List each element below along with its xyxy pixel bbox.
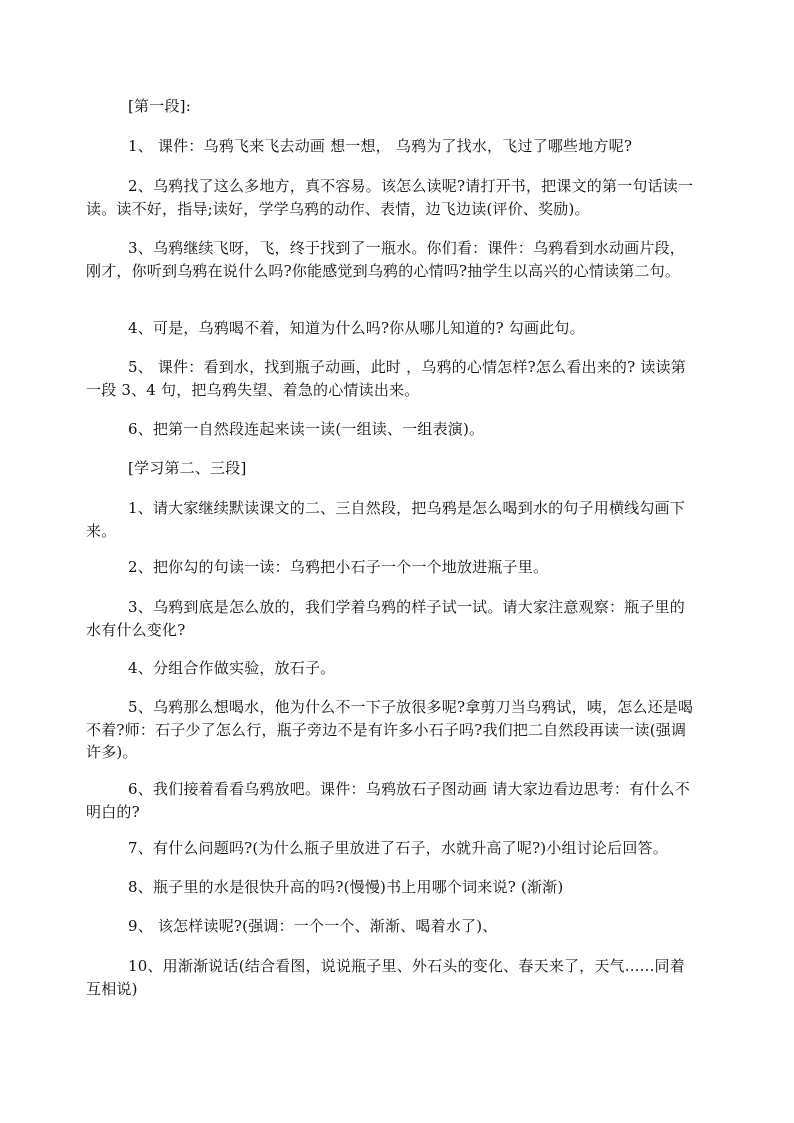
paragraph-2-5: 5、乌鸦那么想喝水，他为什么不一下子放很多呢?拿剪刀当乌鸦试，咦，怎么还是喝不着?师：石子少了怎么行，瓶子旁边不是有许多小石子吗?我们把二自然段再读一读(强调许多)。: [86, 698, 694, 761]
paragraph-2-8: 8、瓶子里的水是很快升高的吗?(慢慢)书上用哪个词来说? (渐渐): [128, 878, 564, 896]
paragraph-1-2: 2、乌鸦找了这么多地方，真不容易。该怎么读呢?请打开书，把课文的第一句话读一读。读不好，指导;读好，学学乌鸦的动作、表情，边飞边读(评价、奖励)。: [86, 177, 694, 218]
paragraph-1-3: 3、乌鸦继续飞呀，飞，终于找到了一瓶水。你们看：课件：乌鸦看到水动画片段，刚才，你听到乌鸦在说什么吗?你能感觉到乌鸦的心情吗?抽学生以高兴的心情读第二句。: [86, 239, 685, 280]
paragraph-2-6: 6、我们接着看看乌鸦放吧。课件：乌鸦放石子图动画 请大家边看边思考：有什么不明白的?: [86, 780, 690, 821]
section-heading-2: [学习第二、三段]: [128, 459, 247, 477]
paragraph-2-2: 2、把你勾的句读一读：乌鸦把小石子一个一个地放进瓶子里。: [128, 558, 549, 576]
paragraph-2-1: 1、请大家继续默读课文的二、三自然段，把乌鸦是怎么喝到水的句子用横线勾画下来。: [86, 499, 685, 540]
paragraph-1-1: 1、 课件：乌鸦飞来飞去动画 想一想， 乌鸦为了找水，飞过了哪些地方呢?: [128, 137, 633, 155]
section-heading-1: [第一段]:: [128, 97, 191, 115]
paragraph-1-6: 6、把第一自然段连起来读一读(一组读、一组表演)。: [128, 420, 485, 438]
paragraph-2-7: 7、有什么问题吗?(为什么瓶子里放进了石子，水就升高了呢?)小组讨论后回答。: [128, 839, 668, 857]
paragraph-1-4: 4、可是，乌鸦喝不着，知道为什么吗?你从哪儿知道的? 勾画此句。: [128, 319, 585, 337]
paragraph-2-3: 3、乌鸦到底是怎么放的，我们学着乌鸦的样子试一试。请大家注意观察：瓶子里的水有什么变化?: [86, 598, 685, 639]
paragraph-2-9: 9、 该怎样读呢?(强调：一个一个、渐渐、喝着水了)、: [128, 917, 498, 935]
paragraph-2-4: 4、分组合作做实验，放石子。: [128, 659, 336, 677]
paragraph-2-10: 10、用渐渐说话(结合看图，说说瓶子里、外石头的变化、春天来了，天气......同着互相说): [86, 957, 685, 998]
paragraph-1-5: 5、 课件：看到水，找到瓶子动画，此时 ，乌鸦的心情怎样?怎么看出来的? 读读第一段 3、4 句，把乌鸦失望、着急的心情读出来。: [86, 358, 686, 399]
